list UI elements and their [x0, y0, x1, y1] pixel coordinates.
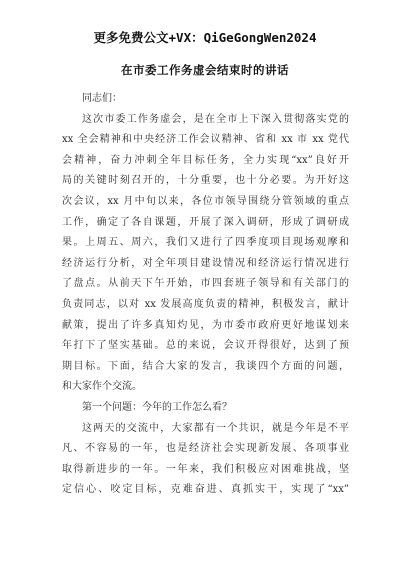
document-body: [62, 89, 349, 501]
paragraph-line: 凡、不容易的一年，也是经济社会实现新发展、各项事业: [62, 443, 349, 455]
paragraph-line: 定信心、咬定目标，克难奋进、真抓实干，实现了“xx”: [62, 484, 349, 496]
salutation: 同志们：: [82, 93, 122, 104]
paragraph-line: xx 全会精神和中央经济工作会议精神、省和 xx 市 xx 党代: [62, 134, 349, 146]
paragraph-second: [62, 419, 349, 501]
paragraph-line: 会精神，奋力冲刺全年目标任务，全力实现“xx”良好开: [62, 154, 349, 166]
paragraph-line: 工作，确定了各自课题，开展了深入调研，形成了调研成: [62, 216, 349, 228]
paragraph-line: 局的关键时刻召开的，十分重要，也十分必要。为开好这: [62, 175, 349, 187]
document-title: 在市委工作务虚会结束时的讲话: [121, 63, 289, 77]
paragraph-line: 年打下了坚实基础。总的来说，会议开得很好，达到了预: [62, 340, 349, 352]
paragraph-line: 了盘点。从前天下午开始，市四套班子领导和有关部门的: [62, 278, 349, 290]
paragraph-line: 果。上周五、周六，我们又进行了四季度项目现场观摩和: [62, 237, 349, 249]
paragraph-opening: [62, 110, 349, 398]
paragraph-line: 这两天的交流中，大家都有一个共识，就是今年是不平: [82, 422, 349, 434]
paragraph-line: 负责同志，以对 xx 发展高度负责的精神，积极发言，献计: [62, 298, 349, 310]
paragraph-line: 取得新进步的一年。一年来，我们积极应对困难挑战，坚: [62, 463, 349, 475]
watermark-header: 更多免费公文+VX：QiGeGongWen2024: [93, 30, 317, 45]
paragraph-line: 期目标。下面，结合大家的发言，我谈四个方面的问题，: [62, 360, 349, 372]
paragraph-line: 献策，提出了许多真知灼见，为市委市政府更好地谋划来: [62, 319, 349, 331]
section-heading: 第一个问题：今年的工作怎么看？: [82, 401, 232, 413]
paragraph-line: 和大家作个交流。: [62, 381, 142, 393]
paragraph-line: 这次市委工作务虚会，是在全市上下深入贯彻落实党的: [82, 113, 349, 125]
paragraph-line: 次会议，xx 月中旬以来，各位市领导围绕分管领域的重点: [62, 195, 349, 207]
paragraph-line: 经济运行分析，对全年项目建设情况和经济运行情况进行: [62, 257, 349, 269]
